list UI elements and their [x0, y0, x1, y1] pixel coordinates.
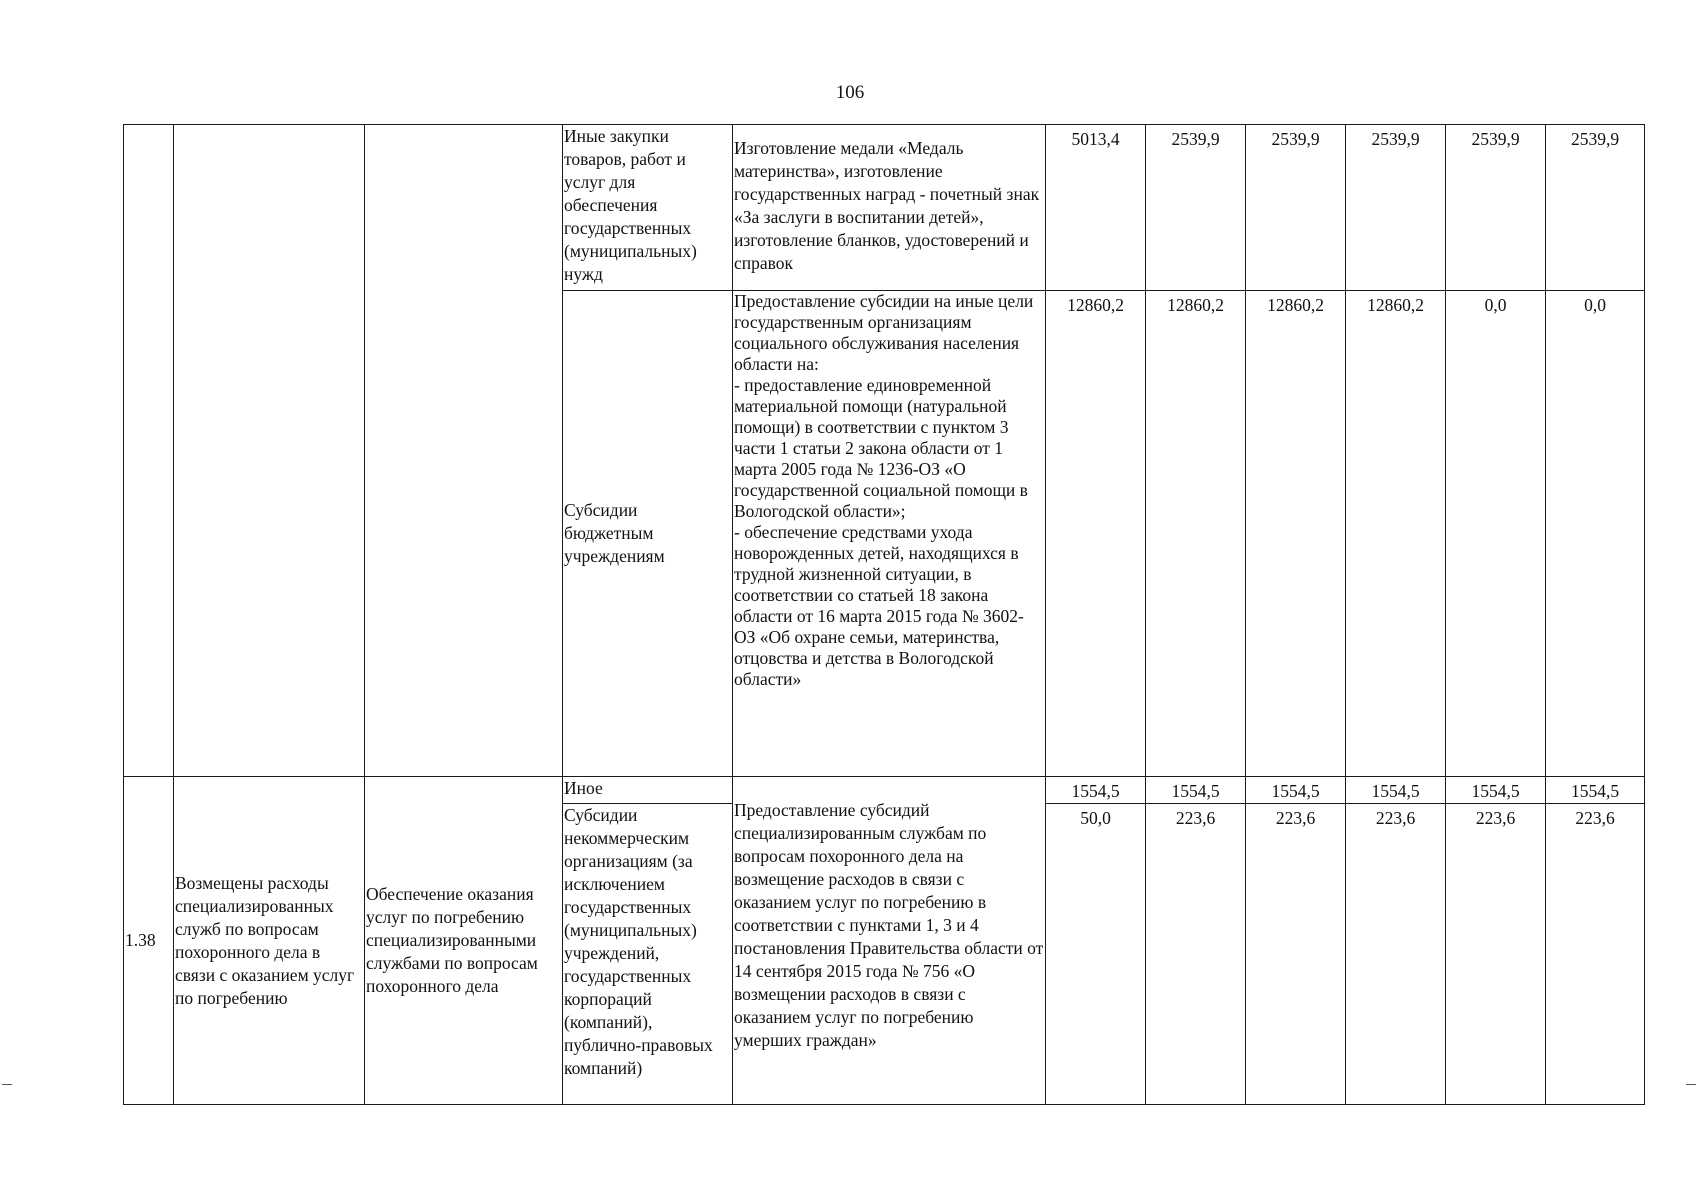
- row-number: 1.38: [124, 777, 174, 1105]
- result-cell-empty: [174, 125, 365, 777]
- value-cell: 12860,2: [1146, 291, 1246, 777]
- budget-table: [123, 124, 1645, 1105]
- value-cell: 2539,9: [1146, 125, 1246, 291]
- value-cell: 2539,9: [1246, 125, 1346, 291]
- description-cell: Изготовление медали «Медаль материнства», изготовление государственных наград - почетный знак «За заслуги в воспитании детей», изготовление бланков, удостоверений и справок: [733, 125, 1046, 291]
- scan-edge-mark: [1686, 1084, 1696, 1085]
- value-cell: 5013,4: [1046, 125, 1146, 291]
- value-cell: 1554,5: [1446, 777, 1546, 804]
- value-cell: 2539,9: [1546, 125, 1645, 291]
- value-cell: 1554,5: [1546, 777, 1645, 804]
- value-cell: 2539,9: [1446, 125, 1546, 291]
- expense-type-cell: Иные закупки товаров, работ и услуг для обеспечения государственных (муниципальных) нужд: [563, 125, 733, 291]
- value-cell: 50,0: [1046, 804, 1146, 1105]
- value-cell: 223,6: [1446, 804, 1546, 1105]
- value-cell: 223,6: [1246, 804, 1346, 1105]
- value-cell: 223,6: [1546, 804, 1645, 1105]
- expense-type-cell: Субсидии некоммерческим организациям (за исключением государственных (муниципальных) учреждений, государственных корпораций (компаний), публично-правовых компаний): [563, 804, 733, 1105]
- description-cell: Предоставление субсидии на иные цели государственным организациям социального обслуживания населения области на: - предоставление единовременной материальной помощи (натуральной помощи) в соответствии с пунктом 3 части 1 статьи 2 закона области от 1 марта 2005 года № 1236-ОЗ «О государственной социальной помощи в Вологодской области»; - обеспечение средствами ухода новорожденных детей, находящихся в трудной жизненной ситуации, в соответствии со статьей 18 закона области от 16 марта 2015 года № 3602-ОЗ «Об охране семьи, материнства, отцовства и детства в Вологодской области»: [733, 291, 1046, 777]
- value-cell: 12860,2: [1246, 291, 1346, 777]
- value-cell: 223,6: [1146, 804, 1246, 1105]
- description-cell: Предоставление субсидий специализированным службам по вопросам похоронного дела на возмещение расходов в связи с оказанием услуг по погребению в соответствии с пунктами 1, 3 и 4 постановления Правительства области от 14 сентября 2015 года № 756 «О возмещении расходов в связи с оказанием услуг по погребению умерших граждан»: [733, 777, 1046, 1105]
- table-row: [124, 125, 1645, 291]
- value-cell: 12860,2: [1346, 291, 1446, 777]
- scan-edge-mark: [2, 1084, 12, 1085]
- value-cell: 1554,5: [1246, 777, 1346, 804]
- value-cell: 2539,9: [1346, 125, 1446, 291]
- page-number: 106: [835, 82, 865, 103]
- value-cell: 223,6: [1346, 804, 1446, 1105]
- result-cell: Возмещены расходы специализированных служб по вопросам похоронного дела в связи с оказанием услуг по погребению: [174, 777, 365, 1105]
- value-cell: 12860,2: [1046, 291, 1146, 777]
- value-cell: 0,0: [1546, 291, 1645, 777]
- value-cell: 0,0: [1446, 291, 1546, 777]
- value-cell: 1554,5: [1146, 777, 1246, 804]
- expense-type-cell: Иное: [563, 777, 733, 804]
- measure-cell: Обеспечение оказания услуг по погребению специализированными службами по вопросам похоронного дела: [365, 777, 563, 1105]
- number-cell-empty: [124, 125, 174, 777]
- expense-type-cell: Субсидии бюджетным учреждениям: [563, 291, 733, 777]
- measure-cell-empty: [365, 125, 563, 777]
- table-row: [124, 777, 1645, 804]
- value-cell: 1554,5: [1046, 777, 1146, 804]
- value-cell: 1554,5: [1346, 777, 1446, 804]
